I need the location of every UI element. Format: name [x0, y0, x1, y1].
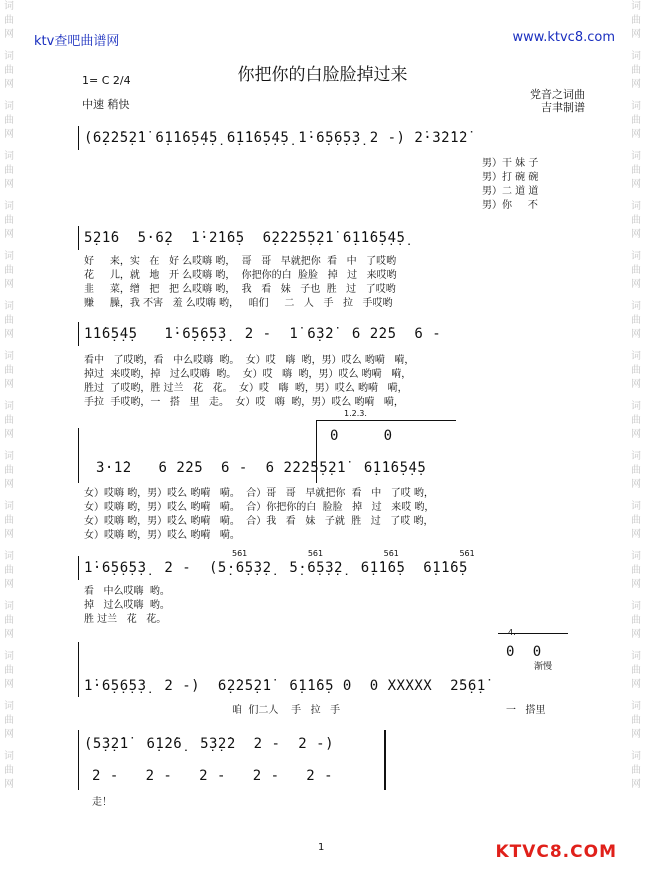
site-logo[interactable]: KTVC8.COM: [495, 842, 617, 862]
final-bar: [384, 730, 386, 790]
lyric-line-3-v1: 看中 了哎哟，看 中么哎嗨 哟。 女）哎 嗨 哟，男）哎么 哟嗬 嗬，: [84, 355, 415, 366]
lyric-line-1-v1: 男）干 妹 子: [482, 158, 539, 169]
notation-line-4: 3·1̇2 6 2̇2̇5 6 - 6 2̇2̇2̇5̣5̣2̇1̇ 6̣1̇1̇6̣5̣4̣5: [96, 460, 427, 476]
lyric-line-5-v1: 看 中么哎嗨 哟。: [84, 586, 170, 597]
system-bar: [78, 556, 79, 580]
page-number: 1: [318, 842, 325, 853]
upper-staff-line-6: 0 0: [506, 644, 542, 660]
lyric-line-1-v3: 男）二 道 道: [482, 186, 539, 197]
notation-line-3: 1̇1̇6̣5̣4̣5 1̇·6̣5̣6̣5̣3̣ 2 - 1̇ 6̣3̇2̇ 6 2̇2̇5 6 -: [84, 326, 442, 342]
system-bar: [78, 730, 79, 790]
lyric-line-2-v2: 花 儿，就 地 开 么哎嗨 哟， 你把你的白 脸脸 掉 过 来哎哟: [84, 270, 397, 281]
volta-bracket: [316, 420, 456, 421]
tempo-marking: 中速 稍快: [82, 98, 130, 111]
lyric-line-2-v1: 好 来，实 在 好 么哎嗨 哟， 哥 哥 早就把你 看 中 了哎哟: [84, 256, 397, 267]
arranger-credit: 吉聿制谱: [541, 101, 585, 114]
lyric-line-4-v4: 女）哎嗨 哟，男）哎么 哟嗬 嗬。: [84, 530, 240, 541]
system-bar: [78, 126, 79, 150]
lyric-line-5-v3: 胜 过兰 花 花。: [84, 614, 167, 625]
lyric-line-6-a: 咱 们二人 手 拉 手: [232, 705, 341, 716]
system-bar: [78, 226, 79, 250]
site-name[interactable]: ktv查吧曲谱网: [34, 34, 120, 49]
lyric-line-4-v1: 女）哎嗨 哟，男）哎么 哟嗬 嗬。 合）哥 哥 早就把你 看 中 了哎 哟，: [84, 488, 434, 499]
notation-line-5: 1̇·6̣5̣6̣5̣3̣ 2 - (5̣·6̣5̣3̣2̣ 5̣·6̣5̣3̣2̣ 6̣1̇1̇6̣5 6̣1̇1̇6̣5: [84, 560, 468, 576]
upper-staff-line-7: (5̣3̣2̇1̇ 6̣1̇2̇6̣ 5̣3̣2̇2 2 - 2 -): [84, 736, 335, 752]
lyric-line-2-v4: 赚 臊，我 不害 羞 么哎嗨 哟， 咱们 二 人 手 拉 手哎哟: [84, 298, 393, 309]
notation-line-2: 5̣2̇1̇6 5·6̣2 1̇·2̇1̇6̣5 6̣2̇2̇2̇5̣5̣2̇1̇ 6̣1̇1̇6̣5̣4̣5̣: [84, 230, 406, 246]
notation-line-6: 1̇·6̣5̣6̣5̣3̣ 2 -) 6̣2̇2̇5̣2̇1̇ 6̣1̇1̇6̣5 0 0 XXXXX 2̇5̣6̣1̇: [84, 678, 486, 694]
lyric-line-1-v2: 男）打 碗 碗: [482, 172, 539, 183]
watermark-left: 词 曲 网 词 曲 网 词 曲 网 词 曲 网 词 曲 网 词 曲 网 词 曲 网 词 曲 网 词 曲 网 词 曲 网 词 曲 网 词 曲 网 词 曲 网 词 曲 网 词 曲 网 词 曲 网: [4, 1, 14, 790]
key-signature: 1= C 2/4: [82, 74, 131, 87]
site-url[interactable]: www.ktvc8.com: [512, 30, 615, 45]
system-bar: [78, 428, 79, 483]
lyric-line-3-v3: 胜过 了哎哟，胜 过兰 花 花。 女）哎 嗨 哟，男）哎么 哟嗬 嗬，: [84, 383, 408, 394]
tempo-direction: 渐慢: [534, 662, 553, 672]
lyric-line-3-v2: 掉过 来哎哟，掉 过么哎嗨 哟。 女）哎 嗨 哟，男）哎么 哟嗬 嗬，: [84, 369, 412, 380]
lyric-line-4-v2: 女）哎嗨 哟，男）哎么 哟嗬 嗬。 合）你把你的白 脸脸 掉 过 来哎 哟，: [84, 502, 435, 513]
notation-line-7: 2 - 2 - 2 - 2 - 2 -: [92, 768, 334, 784]
upper-staff-line-4: 0 0: [330, 428, 393, 444]
volta-label: 1.2.3.: [344, 409, 367, 418]
watermark-right: 词 曲 网 词 曲 网 词 曲 网 词 曲 网 词 曲 网 词 曲 网 词 曲 网 词 曲 网 词 曲 网 词 曲 网 词 曲 网 词 曲 网 词 曲 网 词 曲 网 词 曲 网 词 曲 网: [631, 1, 641, 790]
lyric-line-6-b: 一 搭里: [506, 705, 546, 716]
lyricist-credit: 党音之词曲: [530, 88, 585, 101]
lyric-line-2-v3: 韭 菜，缯 把 把 么哎嗨 哟， 我 看 妹 子也 胜 过 了哎哟: [84, 284, 396, 295]
lyric-line-4-v3: 女）哎嗨 哟，男）哎么 哟嗬 嗬。 合）我 看 妹 子就 胜 过 了哎 哟，: [84, 516, 434, 527]
notation-line-1: (6̣2̇2̇5̣2̇1̇ 6̣1̇1̇6̣5̣4̣5̣ 6̣1̇1̇6̣5̣4̣5̣ 1̇·6̣5̣6̣5̣3̣ 2 -) 2̇·3̇2̇1̇2̇: [84, 130, 468, 146]
grace-notes-line-5: 56̇1 56̇1 56̇1 56̇1: [232, 549, 475, 558]
song-title: 你把你的白脸脸掉过来: [237, 65, 408, 85]
lyric-line-1-v4: 男）你 不: [482, 200, 538, 211]
lyric-line-3-v4: 手拉 手哎哟，一 搭 里 走。 女）哎 嗨 哟，男）哎么 哟嗬 嗬，: [84, 397, 404, 408]
system-bar: [78, 322, 79, 346]
volta-label: 4.: [508, 628, 516, 637]
system-bar: [78, 642, 79, 697]
lyric-line-5-v2: 掉 过么哎嗨 哟。: [84, 600, 170, 611]
lyric-line-7: 走！: [92, 797, 112, 808]
